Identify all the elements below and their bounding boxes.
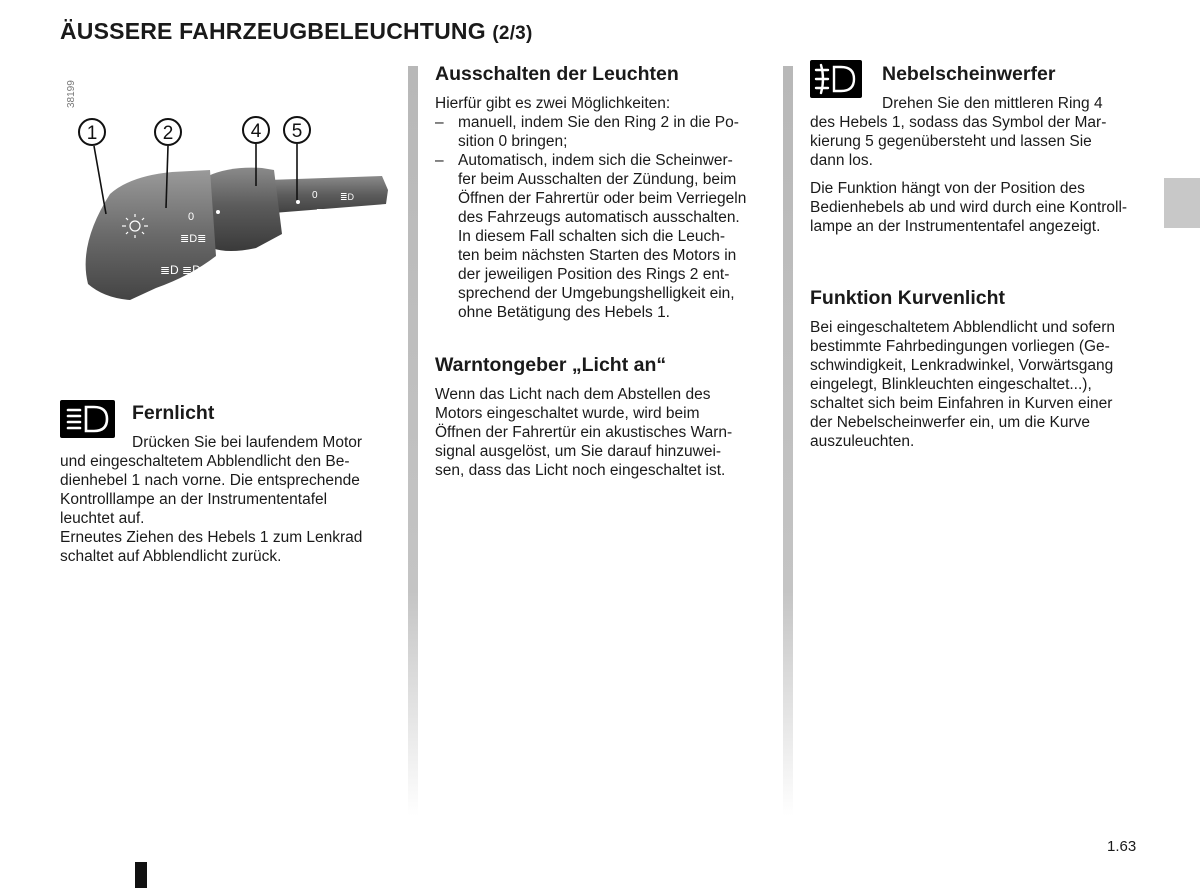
warntongeber-line: sen, dass das Licht noch eingeschaltet ist. (435, 462, 726, 479)
section-heading-kurvenlicht: Funktion Kurvenlicht (810, 287, 1005, 309)
svg-text:1: 1 (86, 123, 98, 144)
callout-2 (155, 119, 181, 145)
nebel-line: Die Funktion hängt von der Position des (810, 180, 1085, 197)
list-line: ten beim nächsten Starten des Motors in (458, 247, 737, 264)
fog-zero-label: 0 (312, 190, 318, 201)
fernlicht-line: Kontrolllampe an der Instrumententafel (60, 491, 328, 508)
svg-text:◇◇: ◇◇ (342, 214, 356, 224)
ausschalten-intro: Hierfür gibt es zwei Möglichkeiten: (435, 95, 671, 112)
front-fog-light-icon (810, 60, 862, 98)
nebel-line: Bedienhebels ab und wird durch eine Kontroll- (810, 199, 1128, 216)
headlight-mark: ≣D ≣D (160, 263, 201, 277)
section-heading-warntongeber: Warntongeber „Licht an“ (435, 354, 667, 376)
auto-label: AUTO (180, 281, 203, 290)
section-heading-ausschalten: Ausschalten der Leuchten (435, 63, 679, 85)
svg-text:0≢: 0≢ (316, 231, 334, 243)
fernlicht-text (60, 433, 390, 566)
page-number: 1.63 (1107, 838, 1137, 855)
svg-text:≣D: ≣D (316, 208, 331, 218)
fernlicht-line: Erneutes Ziehen des Hebels 1 zum Lenkrad (60, 529, 363, 546)
page-edge-mark (135, 862, 147, 888)
kurvenlicht-line: schaltet sich beim Einfahren in Kurven einer (810, 395, 1113, 412)
kurvenlicht-line: eingelegt, Blinkleuchten eingeschaltet...), (810, 376, 1092, 393)
callout-4 (243, 117, 269, 143)
fernlicht-line: leuchtet auf. (60, 510, 145, 527)
list-line: fer beim Ausschalten der Zündung, beim (458, 171, 737, 188)
list-line: manuell, indem Sie den Ring 2 in die Po- (458, 114, 739, 131)
page-title (60, 18, 532, 45)
svg-text:5: 5 (291, 121, 303, 142)
nebel-line: dann los. (810, 152, 873, 169)
svg-text:2: 2 (162, 123, 174, 144)
kurvenlicht-line: Bei eingeschaltetem Abblendlicht und sofern (810, 319, 1116, 336)
svg-text:4: 4 (250, 121, 262, 142)
page-title-part: (2/3) (492, 23, 533, 44)
nebel-line: kierung 5 gegenübersteht und lassen Sie (810, 133, 1092, 150)
column-divider-left (408, 66, 418, 816)
svg-text:≣D: ≣D (340, 192, 355, 202)
list-line: des Fahrzeugs automatisch ausschalten. (458, 209, 740, 226)
warntongeber-line: signal ausgelöst, um Sie darauf hinzuwei- (435, 443, 722, 460)
low-beam-mark: ≣D≣ (180, 233, 207, 245)
section-heading-fernlicht: Fernlicht (132, 402, 215, 424)
warntongeber-text (435, 385, 765, 480)
list-line: In diesem Fall schalten sich die Leuch- (458, 228, 726, 245)
kurvenlicht-line: bestimmte Fahrbedingungen vorliegen (Ge- (810, 338, 1110, 355)
list-line: Automatisch, indem sich die Scheinwer- (458, 152, 733, 169)
kurvenlicht-line: schwindigkeit, Lenkradwinkel, Vorwärtsgang (810, 357, 1114, 374)
figure-reference-number: 38199 (66, 80, 77, 108)
kurvenlicht-text (810, 318, 1140, 451)
warntongeber-line: Motors eingeschaltet wurde, wird beim (435, 405, 700, 422)
ausschalten-list (435, 113, 765, 322)
light-stalk-illustration (60, 64, 400, 344)
chapter-tab (1164, 178, 1200, 228)
fernlicht-line: Drücken Sie bei laufendem Motor (132, 434, 363, 451)
callout-5 (284, 117, 310, 143)
fernlicht-line: und eingeschaltetem Abblendlicht den Be- (60, 453, 350, 470)
list-line: sition 0 bringen; (458, 133, 568, 150)
list-item (435, 113, 765, 151)
list-dash: – (435, 114, 444, 131)
ausschalten-text (435, 94, 765, 322)
column-divider-right (783, 66, 793, 816)
list-item (435, 151, 765, 322)
list-line: Öffnen der Fahrertür oder beim Verriegeln (458, 190, 747, 207)
ring-dot (216, 210, 220, 214)
nebelscheinwerfer-text (810, 94, 1140, 236)
ring-4 (208, 168, 282, 251)
ring-zero-label: 0 (188, 211, 195, 223)
warntongeber-line: Öffnen der Fahrertür ein akustisches Warn- (435, 424, 733, 441)
fernlicht-line: schaltet auf Abblendlicht zurück. (60, 548, 282, 565)
list-dash: – (435, 152, 444, 169)
callout-1 (79, 119, 105, 145)
page-title-text: ÄUSSERE FAHRZEUGBELEUCHTUNG (60, 18, 486, 44)
kurvenlicht-line: auszuleuchten. (810, 433, 915, 450)
nebel-line: des Hebels 1, sodass das Symbol der Mar- (810, 114, 1107, 131)
kurvenlicht-line: der Nebelscheinwerfer ein, um die Kurve (810, 414, 1090, 431)
list-line: der jeweiligen Position des Rings 2 ent- (458, 266, 730, 283)
nebel-line: Drehen Sie den mittleren Ring 4 (882, 95, 1103, 112)
list-line: sprechend der Umgebungshelligkeit ein, (458, 285, 735, 302)
section-heading-nebelscheinwerfer: Nebelscheinwerfer (882, 63, 1056, 85)
fernlicht-line: dienhebel 1 nach vorne. Die entsprechende (60, 472, 360, 489)
warntongeber-line: Wenn das Licht nach dem Abstellen des (435, 386, 711, 403)
list-line: ohne Betätigung des Hebels 1. (458, 304, 670, 321)
nebel-line: lampe an der Instrumententafel angezeigt. (810, 218, 1101, 235)
